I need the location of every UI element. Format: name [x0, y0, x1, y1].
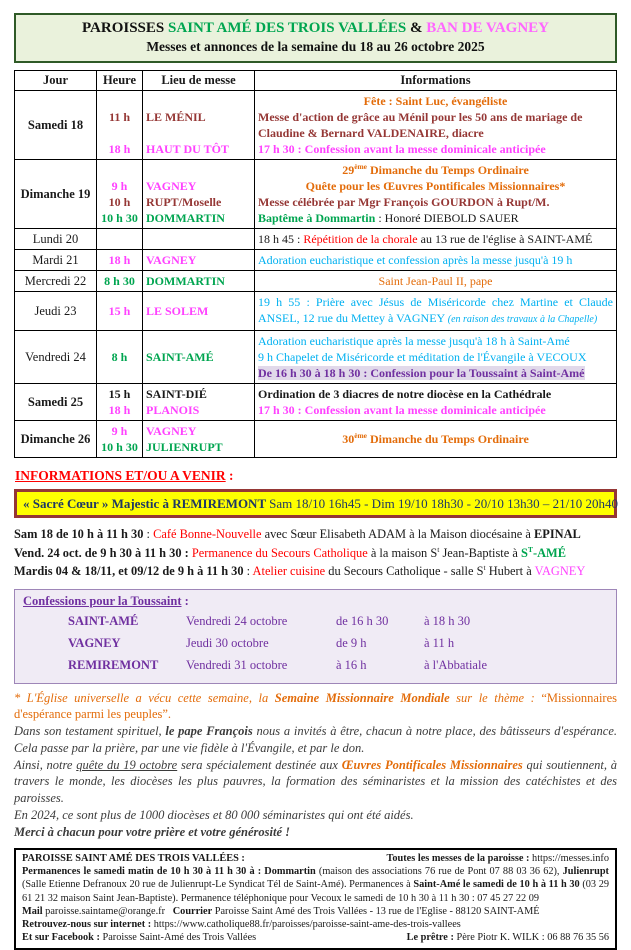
confession-detail: à 18 h 30 — [424, 613, 471, 628]
text-segment: BAN DE VAGNEY — [426, 20, 549, 36]
footer-line-bottom — [22, 931, 609, 944]
text-line: VAGNEY — [146, 253, 197, 267]
text-segment: Sam 18 de 10 h à 11 h 30 — [14, 527, 144, 541]
place-cell — [143, 331, 255, 384]
text-line — [146, 365, 251, 381]
footer-facebook — [22, 931, 256, 944]
table-row — [15, 331, 617, 384]
text-line — [258, 231, 613, 247]
text-segment: Paroisse Saint Amé des Trois Vallées - 13 rue de l'Eglise - 88120 SAINT-AMÉ — [212, 905, 540, 917]
text-segment: 17 h 30 : Confession avant la messe dominicale anticipée — [258, 142, 546, 156]
text-segment: 9 h Chapelet de Miséricorde et méditation de l'Évangile à VECOUX — [258, 350, 587, 364]
text-segment: à la maison S — [367, 545, 438, 560]
text-segment: quête du 19 octobre — [76, 757, 178, 772]
text-segment: : — [243, 564, 253, 578]
text-segment: Café Bonne-Nouvelle — [153, 527, 262, 541]
text-line — [258, 194, 613, 210]
footer-line-top — [22, 852, 609, 865]
text-segment: & — [406, 20, 427, 36]
text-segment: Fête : Saint Luc, évangéliste — [363, 94, 508, 108]
sacre-coeur-banner — [14, 489, 617, 518]
table-row — [15, 229, 617, 250]
table-row — [15, 250, 617, 271]
footer-masses-url — [386, 852, 609, 865]
text-line: 10 h 30 — [101, 440, 138, 454]
text-segment: Permanences le samedi matin de 10 h 30 à 11 h 30 à : — [22, 865, 265, 877]
text-segment: (Salle Etienne Defranoux 20 rue de Julienrupt-Le Syndicat Tél de Saint-Amé). Permanences à — [22, 879, 414, 891]
text-segment: EPINAL — [534, 527, 581, 541]
text-line: VAGNEY — [146, 424, 197, 438]
mass-schedule-table — [14, 70, 617, 458]
text-segment: 30 — [342, 432, 355, 446]
table-row — [15, 421, 617, 458]
time-cell — [97, 160, 143, 229]
confession-place: REMIREMONT — [68, 657, 159, 672]
place-cell — [143, 384, 255, 421]
text-segment: Retrouvez-nous sur internet : — [22, 919, 152, 931]
parish-title — [18, 19, 613, 38]
text-segment: (maison des associations 76 rue de Pont 07 88 03 36 62), — [315, 865, 563, 877]
place-cell — [143, 292, 255, 331]
info-cell — [255, 91, 617, 160]
text-line: 8 h 30 — [104, 274, 135, 288]
confessions-table — [68, 610, 608, 676]
text-segment: 29 — [342, 163, 355, 177]
text-line: 11 h — [108, 110, 130, 124]
info-cell — [255, 384, 617, 421]
info-cell — [255, 331, 617, 384]
text-segment: Dommartin — [264, 865, 316, 877]
info-cell — [255, 421, 617, 458]
text-segment: Ordination de 3 diacres de notre diocèse en la Cathédrale — [258, 387, 552, 401]
week-subtitle: Messes et annonces de la semaine du 18 au 26 octobre 2025 — [146, 39, 485, 54]
text-line: JULIENRUPT — [146, 440, 223, 454]
text-segment: De 16 h 30 à 18 h 30 : Confession pour la Toussaint à Saint-Amé — [258, 366, 585, 380]
text-segment: Messe d'action de grâce au Ménil pour les 50 ans de mariage de — [258, 110, 583, 124]
place-cell — [143, 160, 255, 229]
text-line — [258, 210, 613, 226]
text-line: LE MÉNIL — [146, 110, 206, 124]
info-cell — [255, 292, 617, 331]
text-segment: Saint-Amé le samedi de 10 h à 11 h 30 — [413, 879, 580, 891]
announcement-line — [14, 544, 617, 563]
text-segment: qui soutiennent, à travers le monde, les diocèses les plus pauvres, la formation des séminaristes et la mission des catéchistes et des paroisses. — [14, 757, 617, 806]
column-header-lieu: Lieu de messe — [143, 71, 255, 91]
text-segment: En 2024, ce sont plus de 1000 diocèses et 80 000 séminaristes qui ont été aidés. — [14, 808, 414, 823]
text-segment: PAROISSES — [82, 20, 169, 36]
text-segment: du Secours Catholique - salle S — [325, 564, 484, 578]
parish-footer — [14, 848, 617, 950]
text-segment: Dans son testament spirituel, — [14, 724, 166, 739]
day-cell: Mercredi 22 — [15, 271, 97, 292]
text-segment: Et sur Facebook : — [22, 932, 100, 944]
text-line — [258, 109, 613, 125]
text-segment: 19 h 55 : Prière avec Jésus de Miséricorde chez Martine et Claude ANSEL, 12 rue du Mettey à VAGNEY — [258, 295, 613, 325]
table-row — [15, 292, 617, 331]
time-cell — [97, 250, 143, 271]
text-line: 15 h — [108, 304, 131, 318]
time-cell — [97, 384, 143, 421]
text-segment: sera spécialement destinée aux — [177, 757, 342, 772]
text-line — [100, 162, 139, 178]
day-cell: Dimanche 26 — [15, 421, 97, 458]
text-segment: : — [225, 468, 234, 483]
text-line: 9 h — [111, 424, 128, 438]
time-cell — [97, 229, 143, 250]
confession-detail: Vendredi 24 octobre — [186, 613, 288, 628]
text-segment: Julienrupt — [562, 865, 609, 877]
text-segment: Sam 18/10 16h45 - Dim 19/10 18h30 - 20/10 13h30 – 21/10 20h40 — [269, 496, 618, 511]
time-cell — [97, 292, 143, 331]
info-cell — [255, 271, 617, 292]
confession-detail: à l'Abbatiale — [424, 657, 487, 672]
mission-week-paragraph — [14, 757, 617, 807]
day-cell: Vendredi 24 — [15, 331, 97, 384]
text-line — [258, 141, 613, 157]
text-segment: au 13 rue de l'église à SAINT-AMÉ — [417, 232, 593, 246]
day-cell: Lundi 20 — [15, 229, 97, 250]
text-segment: * L'Église universelle a vécu cette semaine, la — [14, 690, 275, 705]
text-segment: Permanence du Secours Catholique — [191, 545, 368, 560]
text-segment: nous a invités à être, chacun à notre place, des bâtisseurs d'espérance. Cela passe par la prière, par une vie fidèle à l'Évangile, et par le don. — [14, 724, 618, 755]
text-segment: Paroisse Saint-Amé des Trois Vallées — [99, 932, 257, 944]
text-segment: Semaine Missionnaire Mondiale — [274, 690, 450, 705]
place-cell — [143, 271, 255, 292]
text-segment: SAINT AMÉ DES TROIS VALLÉES — [168, 20, 407, 36]
table-header-row — [15, 71, 617, 91]
footer-parish-name — [22, 852, 245, 865]
text-segment: Adoration eucharistique et confession après la messe jusqu'à 19 h — [258, 253, 573, 267]
text-segment: Vend. 24 oct. de 9 h 30 à 11 h 30 : — [14, 545, 189, 560]
text-segment: 17 h 30 : Confession avant la messe dominicale anticipée — [258, 403, 546, 417]
place-cell — [143, 229, 255, 250]
text-segment: « Sacré Cœur » Majestic à REMIREMONT — [23, 496, 270, 511]
text-segment: t — [437, 544, 440, 554]
text-segment: ème — [354, 162, 367, 171]
text-segment: ème — [354, 431, 367, 440]
text-segment: “Missionnaires d'espérance parmi les peuples”. — [14, 690, 617, 722]
table-row — [15, 91, 617, 160]
text-segment: Dimanche du Temps Ordinaire — [367, 163, 529, 177]
text-segment: PAROISSE SAINT AMÉ DES TROIS VALLÉES : — [22, 852, 245, 864]
text-segment: https://messes.info — [532, 852, 609, 864]
text-line: 18 h — [108, 142, 131, 156]
mission-week-paragraphs — [14, 690, 617, 841]
text-segment: Le prêtre : — [406, 932, 454, 944]
confession-place: SAINT-AMÉ — [68, 613, 139, 628]
text-segment: Quête pour les Œuvres Pontificales Missionnaires* — [305, 179, 566, 193]
text-line: 10 h 30 — [101, 211, 138, 225]
footer-priest — [407, 931, 609, 944]
place-cell — [143, 91, 255, 160]
text-line — [146, 333, 251, 349]
text-line: 9 h — [111, 179, 128, 193]
text-segment: sur le thème : — [449, 690, 542, 705]
mission-week-paragraph — [14, 807, 617, 824]
text-line: SAINT-AMÉ — [146, 350, 214, 364]
text-line — [146, 93, 251, 109]
table-row — [15, 384, 617, 421]
text-line: 10 h — [108, 195, 131, 209]
place-cell — [143, 421, 255, 458]
header-banner — [14, 13, 617, 63]
day-cell: Jeudi 23 — [15, 292, 97, 331]
text-segment: https://www.catholique88.fr/paroisses/paroisse-saint-ame-des-trois-vallees — [151, 919, 461, 931]
confession-detail: de 16 h 30 — [336, 613, 389, 628]
day-cell: Mardi 21 — [15, 250, 97, 271]
text-line — [258, 93, 613, 109]
confessions-title — [23, 592, 608, 610]
text-line: HAUT DU TÔT — [146, 142, 229, 156]
text-segment: Merci à chacun pour votre prière et votre générosité ! — [14, 824, 291, 839]
text-line — [100, 125, 139, 141]
place-cell — [143, 250, 255, 271]
text-segment: INFORMATIONS ET/OU A VENIR — [15, 468, 226, 483]
text-line — [258, 349, 613, 365]
text-segment: 18 h 45 : — [258, 232, 304, 246]
text-line — [146, 162, 251, 178]
time-cell — [97, 91, 143, 160]
text-line — [258, 252, 613, 268]
text-line — [258, 365, 613, 381]
text-line: 15 h — [108, 387, 131, 401]
mission-week-paragraph — [14, 690, 617, 724]
text-segment: : — [181, 593, 189, 608]
text-segment: : — [143, 527, 154, 541]
confession-detail: Jeudi 30 octobre — [186, 635, 269, 650]
text-line — [146, 125, 251, 141]
confession-detail: Vendredi 31 octobre — [186, 657, 288, 672]
announcement-line — [14, 562, 617, 581]
text-line — [100, 333, 139, 349]
text-segment: Répétition de la chorale — [303, 232, 418, 246]
column-header-heure: Heure — [97, 71, 143, 91]
announcement-line — [14, 525, 617, 544]
confessions-box — [14, 589, 617, 684]
text-line: RUPT/Moselle — [146, 195, 222, 209]
mission-week-paragraph — [14, 723, 617, 757]
text-segment: Confessions pour la Toussaint — [23, 593, 182, 608]
text-line: DOMMARTIN — [146, 274, 225, 288]
text-line — [258, 178, 613, 194]
text-segment: -AMÉ — [532, 545, 567, 560]
text-line — [258, 294, 613, 328]
footer-internet-line — [22, 918, 609, 931]
text-segment: t — [483, 562, 486, 572]
text-line: 18 h — [108, 253, 131, 267]
text-segment: Adoration eucharistique après la messe jusqu'à 18 h à Saint-Amé — [258, 334, 570, 348]
table-row — [15, 160, 617, 229]
confession-place: VAGNEY — [68, 635, 121, 650]
footer-mail-line — [22, 905, 609, 918]
informations-heading — [15, 467, 617, 484]
text-segment: Jean-Baptiste à — [439, 545, 521, 560]
mission-week-paragraph — [14, 824, 617, 841]
announcements-list — [14, 525, 617, 581]
text-line — [100, 93, 139, 109]
table-row — [15, 271, 617, 292]
text-line — [258, 125, 613, 141]
text-segment: avec Sœur Elisabeth ADAM à la Maison diocésaine à — [261, 527, 534, 541]
text-line: VAGNEY — [146, 179, 197, 193]
time-cell — [97, 331, 143, 384]
text-segment: Mardis 04 & 18/11, et 09/12 de 9 h à 11 h 30 — [14, 564, 244, 578]
text-segment: Atelier cuisine — [252, 564, 326, 578]
text-line — [100, 365, 139, 381]
text-line — [258, 386, 613, 402]
time-cell — [97, 421, 143, 458]
text-line: SAINT-DIÉ — [146, 387, 207, 401]
info-cell — [255, 160, 617, 229]
text-line — [258, 273, 613, 289]
text-line: DOMMARTIN — [146, 211, 225, 225]
text-line: LE SOLEM — [146, 304, 209, 318]
confession-detail: à 11 h — [424, 635, 455, 650]
column-header-jour: Jour — [15, 71, 97, 91]
confession-detail: à 16 h — [336, 657, 367, 672]
text-segment: Claudine & Bernard VALDENAIRE, diacre — [258, 126, 484, 140]
text-line: 18 h — [108, 403, 131, 417]
confession-detail: de 9 h — [336, 635, 367, 650]
text-segment: VAGNEY — [534, 564, 586, 578]
time-cell — [97, 271, 143, 292]
text-line — [258, 333, 613, 349]
info-cell — [255, 229, 617, 250]
text-segment: Baptême à Dommartin — [258, 211, 376, 225]
text-segment: Père Piotr K. WILK : 06 88 76 35 56 — [453, 932, 609, 944]
day-cell: Samedi 18 — [15, 91, 97, 160]
text-segment: Toutes les messes de la paroisse : — [386, 852, 533, 864]
text-segment: Dimanche du Temps Ordinaire — [367, 432, 529, 446]
text-line — [258, 162, 613, 178]
footer-permanences — [22, 865, 609, 905]
day-cell: Dimanche 19 — [15, 160, 97, 229]
text-segment: Courrier — [172, 905, 213, 917]
text-segment: Saint Jean-Paul II, pape — [378, 274, 493, 288]
text-segment: Ainsi, notre — [14, 757, 77, 772]
text-line — [258, 431, 613, 447]
text-segment: T — [527, 544, 533, 554]
text-segment: S — [520, 545, 528, 560]
text-segment: le pape François — [165, 724, 253, 739]
text-segment: Mail — [22, 905, 43, 917]
text-segment: paroisse.saintame@orange.fr — [42, 905, 173, 917]
text-segment: (03 29 61 21 32 maison Saint Jean-Baptiste). Permanence téléphonique pour Vecoux le samedi de 10 h 30 à 11 h 30 : 07 45 27 22 09 — [22, 879, 609, 904]
column-header-informations: Informations — [255, 71, 617, 91]
text-segment: Hubert à — [485, 564, 535, 578]
text-segment: Messe célébrée par Mgr François GOURDON à Rupt/M. — [258, 195, 550, 209]
text-line: 8 h — [111, 350, 128, 364]
info-cell — [255, 250, 617, 271]
day-cell: Samedi 25 — [15, 384, 97, 421]
text-line: PLANOIS — [146, 403, 200, 417]
text-segment: : Honoré DIEBOLD SAUER — [375, 211, 519, 225]
text-segment: Œuvres Pontificales Missionnaires — [341, 757, 523, 772]
text-segment: (en raison des travaux à la Chapelle) — [447, 314, 598, 325]
text-line — [258, 402, 613, 418]
